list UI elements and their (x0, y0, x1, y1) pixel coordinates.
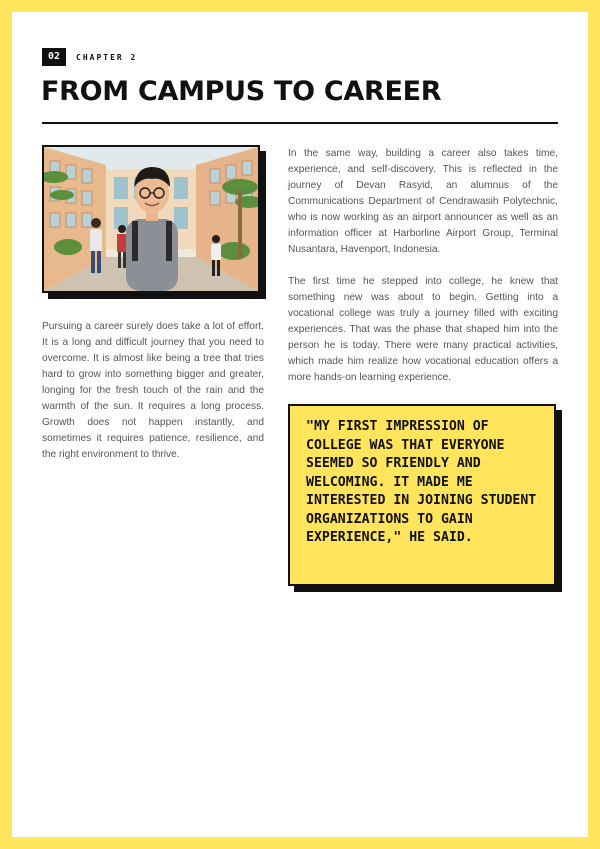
page-title: FROM CAMPUS TO CAREER (41, 76, 442, 107)
illustration-student-campus-icon (44, 147, 258, 291)
chapter-number-badge: 02 (42, 48, 66, 66)
body-paragraph-2: The first time he stepped into college, he knew that something new was about to begin. Getting into a vocational college was truly a journey filled with exciting experiences. That was the phase that shaped him into the person he is today. There were many practical activities, which made him realize how vocational education offers a more hands-on learning experience. (288, 276, 558, 383)
title-divider (42, 122, 558, 124)
photo-frame (42, 145, 260, 293)
campus-photo (42, 145, 260, 293)
page (12, 12, 588, 837)
chapter-header (42, 48, 137, 66)
pull-quote-text: "MY FIRST IMPRESSION OF COLLEGE WAS THAT EVERYONE SEEMED SO FRIENDLY AND WELCOMING. IT MADE ME INTERESTED IN JOINING STUDENT ORGANIZATIONS TO GAIN EXPERIENCE," HE SAID. (306, 419, 537, 545)
pull-quote-box (288, 404, 556, 586)
chapter-label: CHAPTER 2 (76, 52, 138, 62)
pull-quote (288, 404, 556, 586)
intro-paragraph: Pursuing a career surely does take a lot of effort. It is a long and difficult journey that you need to overcome. It is almost like being a tree that tries hard to grow into something bigger and greater, longing for the fresh touch of the rain and the warmth of the sun. It requires a long process. Growth does not happen instantly, and sometimes it requires patience, resilience, and the right environment to thrive. (42, 321, 264, 460)
right-column (288, 146, 558, 386)
body-paragraph-1: In the same way, building a career also takes time, experience, and self-discovery. This is reflected in the journey of Devan Rasyid, an alumnus of the Communications Department of Cendrawasih Polytechnic, who is now working as an airport announcer as well as an information officer at Harborline Airport Group, Terminal Nusantara, Havenport, Indonesia. (288, 148, 558, 255)
